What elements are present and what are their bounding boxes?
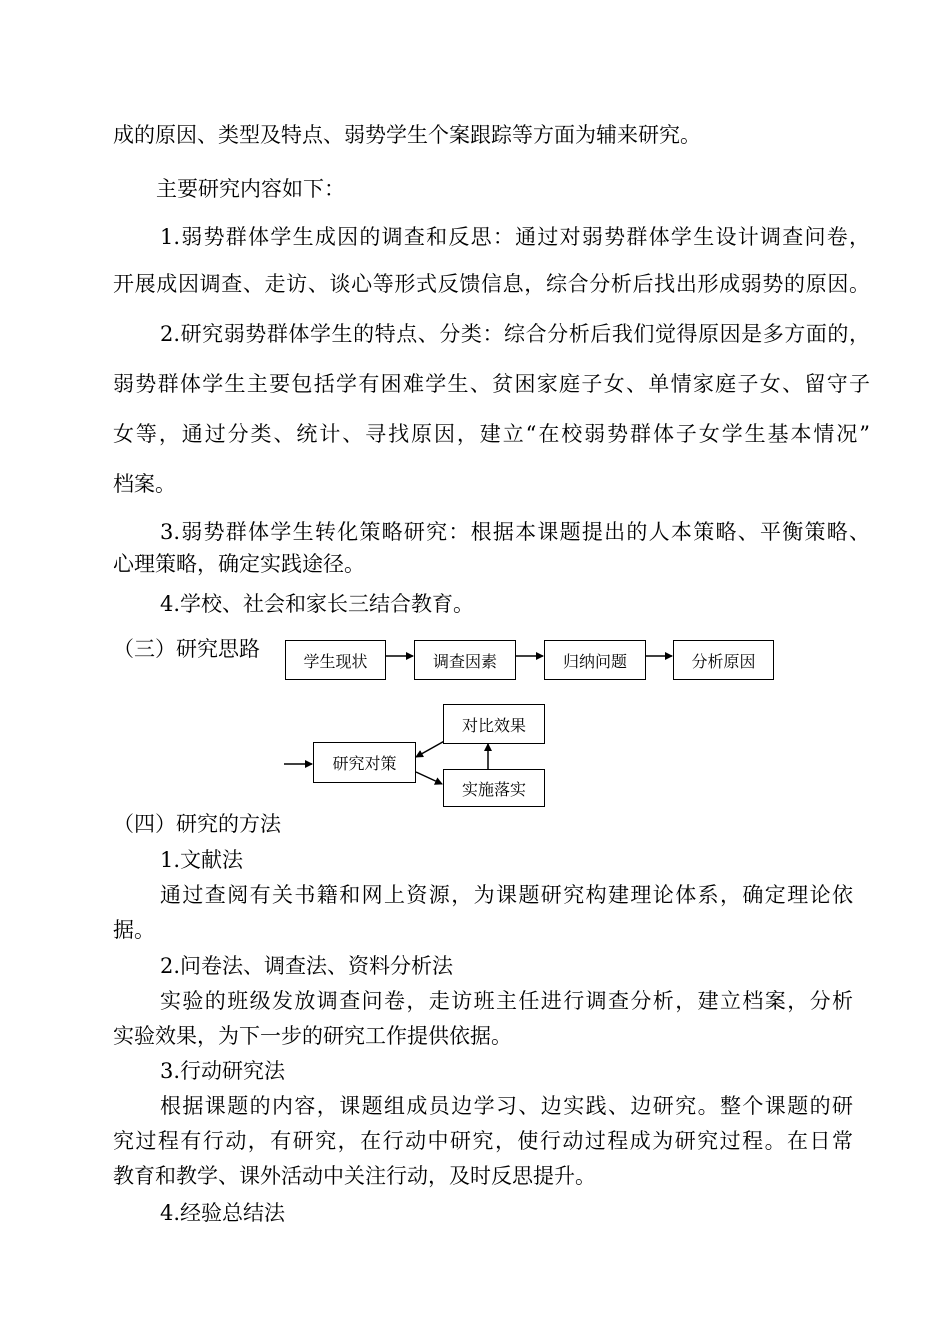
method3-line2: 究过程有行动，有研究，在行动中研究，使行动过程成为研究过程。在日常: [113, 1129, 853, 1153]
flow-node-4: 分析原因: [673, 640, 774, 680]
item4: 4.学校、社会和家长三结合教育。: [160, 592, 475, 616]
method3-line3: 教育和教学、课外活动中关注行动，及时反思提升。: [113, 1164, 596, 1188]
flow-node-2: 调查因素: [414, 640, 516, 680]
item2-line2: 弱势群体学生主要包括学有困难学生、贫困家庭子女、单情家庭子女、留守子: [113, 372, 870, 396]
item1-line2: 开展成因调查、走访、谈心等形式反馈信息，综合分析后找出形成弱势的原因。: [113, 272, 870, 296]
method1-line2: 据。: [113, 918, 155, 942]
item1-line1: 1.弱势群体学生成因的调查和反思：通过对弱势群体学生设计调查问卷，: [160, 225, 870, 249]
method4-title: 4.经验总结法: [160, 1201, 286, 1225]
method3-title: 3.行动研究法: [160, 1059, 286, 1083]
method3-line1: 根据课题的内容，课题组成员边学习、边实践、边研究。整个课题的研: [160, 1094, 853, 1118]
item2-line4: 档案。: [113, 472, 176, 496]
item2-line1: 2.研究弱势群体学生的特点、分类：综合分析后我们觉得原因是多方面的，: [160, 322, 870, 346]
flow-node-7: 实施落实: [443, 769, 545, 807]
item3-line1: 3.弱势群体学生转化策略研究：根据本课题提出的人本策略、平衡策略、: [160, 520, 870, 544]
content-heading: 主要研究内容如下：: [156, 177, 345, 201]
method2-line2: 实验效果，为下一步的研究工作提供依据。: [113, 1024, 512, 1048]
flow-node-5: 研究对策: [313, 742, 416, 783]
flow-node-3: 归纳问题: [544, 640, 646, 680]
method1-title: 1.文献法: [160, 848, 244, 872]
section3-heading: （三）研究思路: [113, 637, 260, 661]
flow-node-6: 对比效果: [443, 704, 545, 744]
method2-title: 2.问卷法、调查法、资料分析法: [160, 954, 454, 978]
arrow-5-7: [416, 772, 442, 784]
method2-line1: 实验的班级发放调查问卷，走访班主任进行调查分析，建立档案，分析: [160, 989, 853, 1013]
method1-line1: 通过查阅有关书籍和网上资源，为课题研究构建理论体系，确定理论依: [160, 883, 853, 907]
section4-heading: （四）研究的方法: [113, 812, 281, 836]
item2-line3: 女等，通过分类、统计、寻找原因，建立“在校弱势群体子女学生基本情况”: [113, 422, 870, 446]
flow-node-1: 学生现状: [285, 640, 386, 680]
paragraph-line: 成的原因、类型及特点、弱势学生个案跟踪等方面为辅来研究。: [113, 123, 701, 147]
item3-line2: 心理策略，确定实践途径。: [113, 552, 365, 576]
